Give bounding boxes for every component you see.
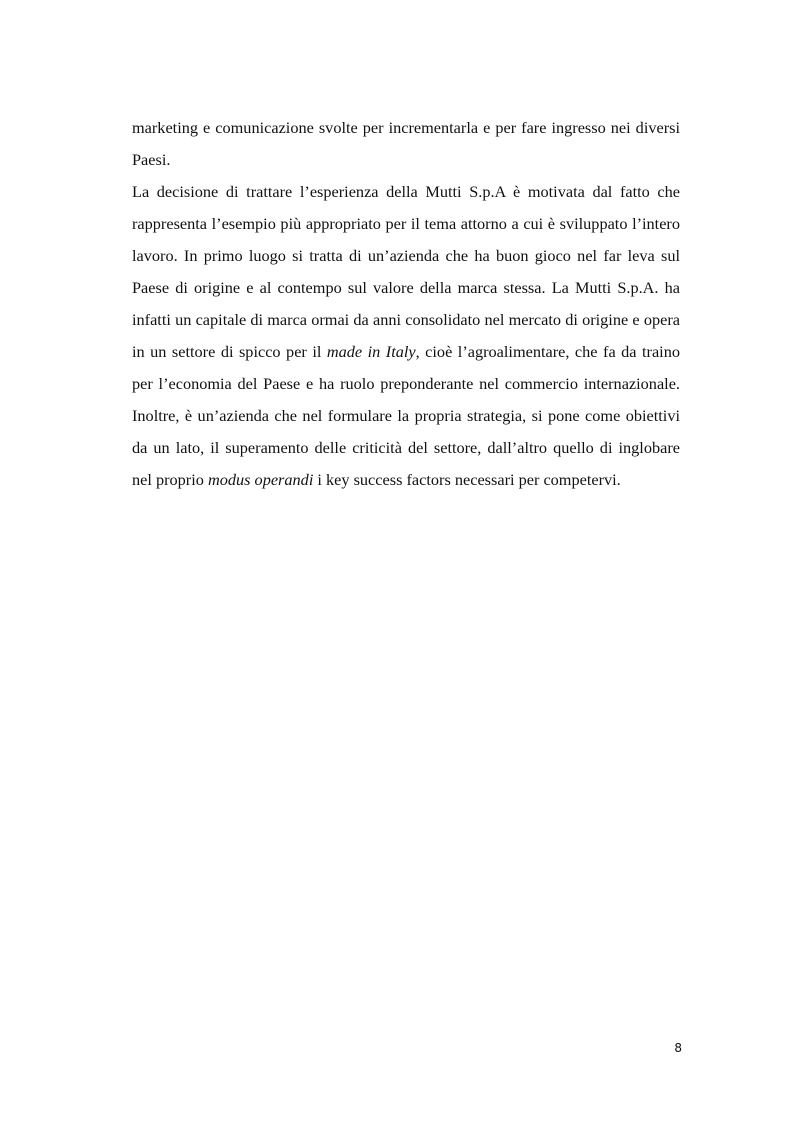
body-text — [132, 112, 680, 496]
page-number: 8 — [674, 1041, 682, 1055]
paragraph-1: marketing e comunicazione svolte per incrementarla e per fare ingresso nei diversi Paesi. — [132, 118, 680, 169]
paragraph-2-part-3: i key success factors necessari per competervi. — [313, 470, 621, 489]
italic-modus-operandi: modus operandi — [207, 470, 314, 489]
paragraph-2 — [132, 176, 680, 496]
italic-made-in-italy: made in Italy — [326, 342, 416, 361]
paragraph-2-part-2: , cioè l’agroalimentare, che fa da traino per l’economia del Paese e ha ruolo preponderante nel commercio internazionale. Inoltre, è un’azienda che nel formulare la propria strategia, si pone come obiettivi da un lato, il superamento delle criticità del settore, dall’altro quello di inglobare nel proprio — [132, 342, 680, 489]
paragraph-2-part-1: La decisione di trattare l’esperienza della Mutti S.p.A è motivata dal fatto che rappresenta l’esempio più appropriato per il tema attorno a cui è sviluppato l’intero lavoro. In primo luogo si tratta di un’azienda che ha buon gioco nel far leva sul Paese di origine e al contempo sul valore della marca stessa. La Mutti S.p.A. ha infatti un capitale di marca ormai da anni consolidato nel mercato di origine e opera in un settore di spicco per il — [132, 182, 680, 361]
